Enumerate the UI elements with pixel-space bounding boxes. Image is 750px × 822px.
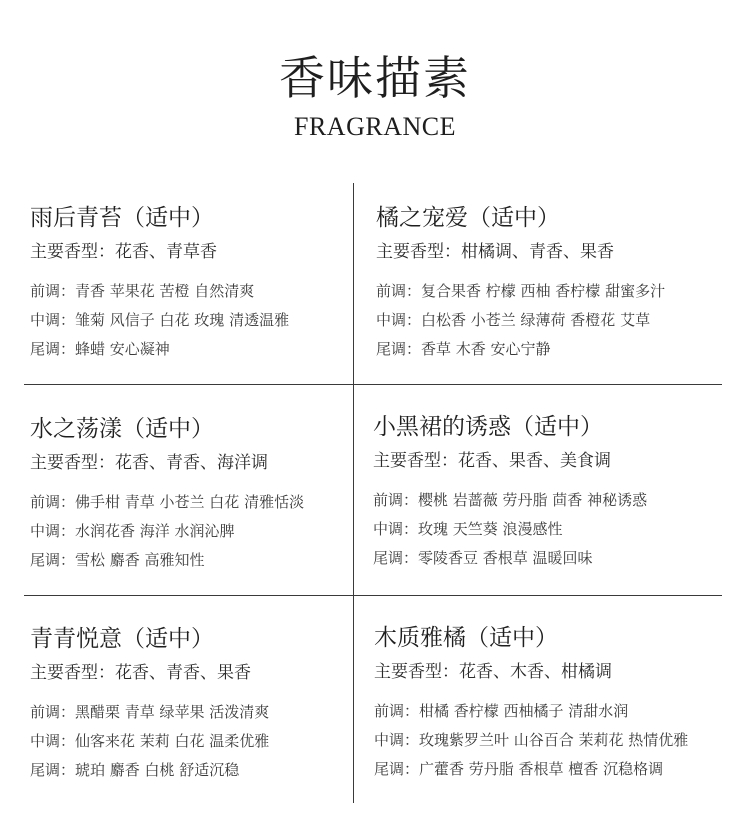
top-note: 前调：黑醋栗 青草 绿苹果 活泼清爽: [30, 703, 270, 721]
base-note: 尾调：香草 木香 安心宁静: [376, 340, 551, 358]
middle-note: 中调：玫瑰 天竺葵 浪漫感性: [373, 520, 563, 538]
middle-note: 中调：水润花香 海洋 水润沁脾: [30, 522, 235, 540]
base-note: 尾调：琥珀 麝香 白桃 舒适沉稳: [30, 761, 240, 779]
top-note: 前调：柑橘 香柠檬 西柚橘子 清甜水润: [374, 702, 629, 720]
base-note: 尾调：蜂蜡 安心凝神: [30, 340, 170, 358]
horizontal-divider: [24, 595, 722, 596]
fragrance-card: [376, 203, 716, 364]
fragrance-type: 主要香型：花香、果香、美食调: [373, 451, 611, 471]
top-note: 前调：樱桃 岩蔷薇 劳丹脂 茴香 神秘诱惑: [373, 491, 648, 509]
fragrance-card: [374, 623, 714, 784]
fragrance-type: 主要香型：花香、木香、柑橘调: [374, 662, 612, 682]
page-subtitle: FRAGRANCE: [294, 112, 456, 141]
top-note: 前调：复合果香 柠檬 西柚 香柠檬 甜蜜多汁: [376, 282, 666, 300]
fragrance-card: [30, 624, 370, 785]
fragrance-name: 小黑裙的诱惑（适中）: [373, 414, 603, 440]
fragrance-name: 青青悦意（适中）: [30, 626, 214, 652]
fragrance-card: [373, 412, 713, 573]
fragrance-name: 木质雅橘（适中）: [374, 625, 558, 651]
middle-note: 中调：玫瑰紫罗兰叶 山谷百合 茉莉花 热情优雅: [374, 731, 689, 749]
base-note: 尾调：零陵香豆 香根草 温暖回味: [373, 549, 593, 567]
fragrance-card: [30, 414, 370, 575]
fragrance-name: 水之荡漾（适中）: [30, 416, 214, 442]
middle-note: 中调：白松香 小苍兰 绿薄荷 香橙花 艾草: [376, 311, 651, 329]
fragrance-name: 雨后青苔（适中）: [30, 205, 214, 231]
fragrance-name: 橘之宠爱（适中）: [376, 205, 560, 231]
fragrance-type: 主要香型：花香、青草香: [30, 242, 217, 262]
middle-note: 中调：雏菊 风信子 白花 玫瑰 清透温雅: [30, 311, 290, 329]
base-note: 尾调：广藿香 劳丹脂 香根草 檀香 沉稳格调: [374, 760, 664, 778]
middle-note: 中调：仙客来花 茉莉 白花 温柔优雅: [30, 732, 270, 750]
horizontal-divider: [24, 384, 722, 385]
fragrance-card: [30, 203, 370, 364]
base-note: 尾调：雪松 麝香 高雅知性: [30, 551, 205, 569]
fragrance-type: 主要香型：花香、青香、果香: [30, 663, 251, 683]
page-title: 香味描素: [279, 51, 471, 105]
top-note: 前调：佛手柑 青草 小苍兰 白花 清雅恬淡: [30, 493, 305, 511]
top-note: 前调：青香 苹果花 苦橙 自然清爽: [30, 282, 255, 300]
fragrance-type: 主要香型：柑橘调、青香、果香: [376, 242, 614, 262]
fragrance-type: 主要香型：花香、青香、海洋调: [30, 453, 268, 473]
